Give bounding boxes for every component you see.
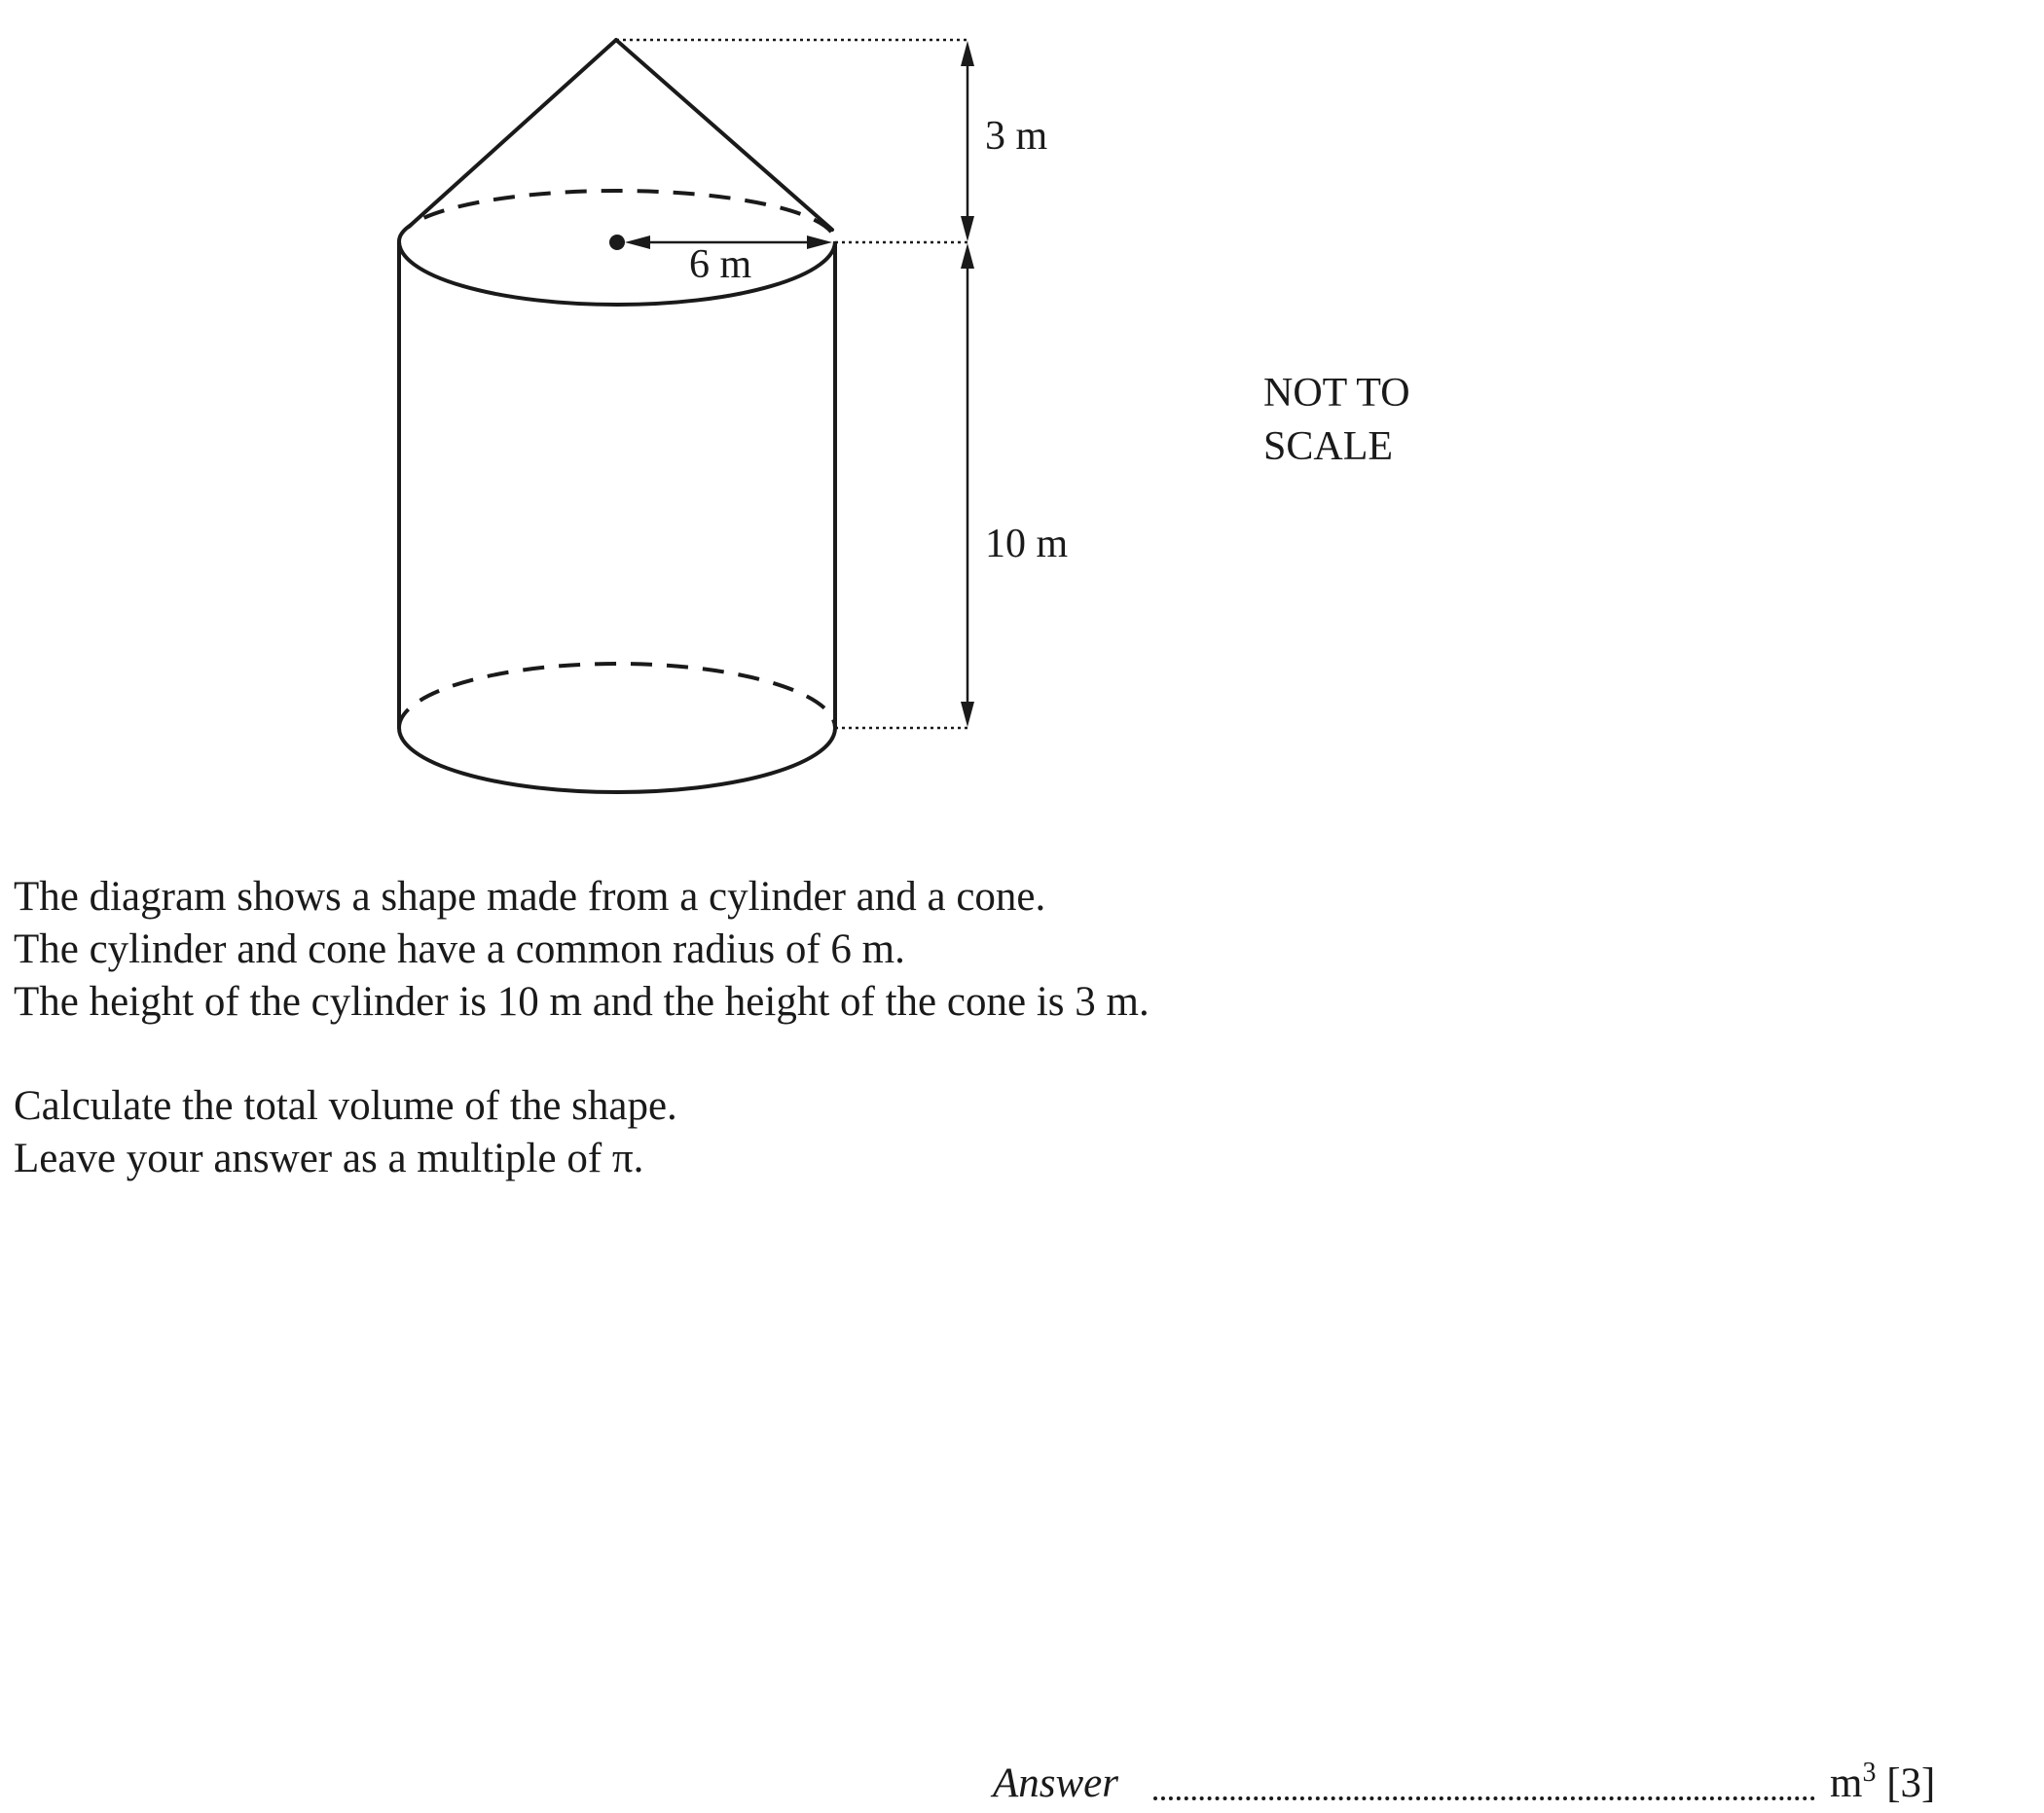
instruction-line: Leave your answer as a multiple of π.	[14, 1136, 644, 1181]
centre-point	[609, 235, 625, 250]
answer-label: Answer	[993, 1760, 1118, 1806]
cylinder-height-label: 10 m	[985, 522, 1069, 566]
cone-right-edge	[616, 40, 832, 230]
height-dimensions	[961, 41, 1069, 727]
instruction-line: Calculate the total volume of the shape.	[14, 1083, 677, 1129]
bottom-ellipse-back	[399, 664, 835, 728]
cylinder-cone-diagram	[0, 0, 2044, 837]
cone-height-arrowhead-top	[961, 41, 974, 66]
radius-arrowhead-left	[625, 236, 650, 249]
bottom-ellipse-front	[399, 728, 835, 792]
unit: m	[1830, 1760, 1863, 1806]
cone-height-label: 3 m	[985, 114, 1048, 159]
scale-note-line-1: NOT TO	[1263, 371, 1410, 416]
top-ellipse-front	[399, 241, 835, 305]
question-line: The height of the cylinder is 10 m and the height of the cone is 3 m.	[14, 979, 1150, 1025]
cone	[409, 40, 832, 230]
cylinder-height-arrowhead-bottom	[961, 702, 974, 727]
radius-arrowhead-right	[807, 236, 832, 249]
scale-note	[1263, 371, 1410, 469]
question-line: The cylinder and cone have a common radius of 6 m.	[14, 926, 905, 972]
question-line: The diagram shows a shape made from a cylinder and a cone.	[14, 874, 1046, 920]
cylinder-height-arrowhead-top	[961, 243, 974, 269]
cone-height-arrowhead-bottom	[961, 216, 974, 241]
scale-note-line-2: SCALE	[1263, 424, 1394, 469]
answer-unit	[1830, 1759, 1935, 1813]
radius-indicator	[609, 235, 832, 287]
top-ellipse-back	[399, 191, 835, 241]
unit-power: 3	[1862, 1758, 1877, 1788]
answer-line[interactable]	[1153, 1796, 1815, 1800]
question-description	[14, 871, 1150, 1029]
cylinder	[399, 191, 835, 792]
question-instructions	[14, 1080, 677, 1185]
answer-row	[993, 1759, 2005, 1808]
radius-label: 6 m	[689, 242, 752, 287]
reference-lines	[616, 40, 967, 728]
marks: [3]	[1886, 1760, 1936, 1806]
